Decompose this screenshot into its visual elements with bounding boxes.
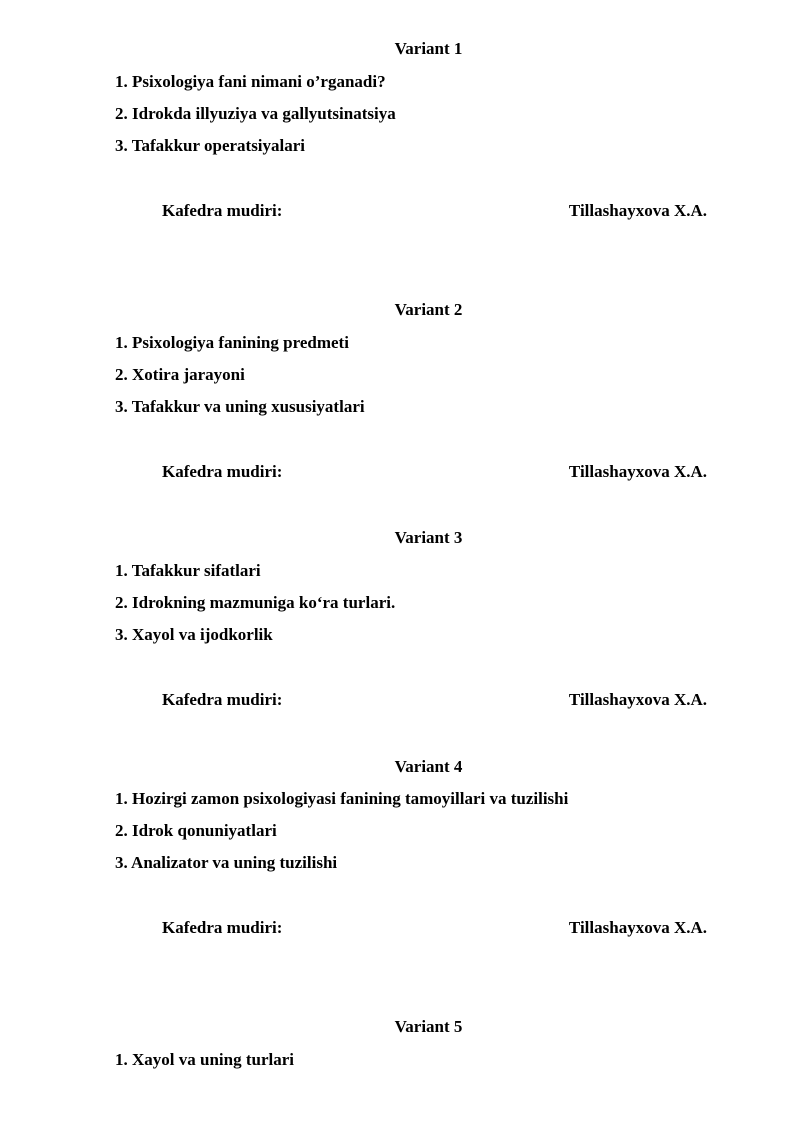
variant-title: Variant 5: [394, 1017, 463, 1036]
question-item: 1. Tafakkur sifatlari: [115, 561, 261, 580]
signature-label: Kafedra mudiri:: [162, 462, 283, 481]
signature-name: Tillashayxova X.A.: [568, 690, 707, 709]
signature-label: Kafedra mudiri:: [162, 918, 283, 937]
variant-title: Variant 4: [394, 757, 463, 776]
question-item: 3. Xayol va ijodkorlik: [115, 625, 273, 644]
question-item: 3. Tafakkur va uning xususiyatlari: [115, 397, 365, 416]
question-item: 1. Psixologiya fanining predmeti: [115, 333, 349, 352]
question-item: 1. Xayol va uning turlari: [115, 1050, 294, 1069]
question-item: 2. Xotira jarayoni: [115, 365, 245, 384]
question-item: 3. Tafakkur operatsiyalari: [115, 136, 306, 155]
signature-label: Kafedra mudiri:: [162, 201, 283, 220]
signature-label: Kafedra mudiri:: [162, 690, 283, 709]
signature-name: Tillashayxova X.A.: [568, 201, 707, 220]
signature-name: Tillashayxova X.A.: [568, 462, 707, 481]
variant-title: Variant 3: [394, 528, 463, 547]
question-item: 1. Hozirgi zamon psixologiyasi fanining tamoyillari va tuzilishi: [115, 789, 569, 808]
question-item: 1. Psixologiya fani nimani o’rganadi?: [115, 72, 386, 91]
variant-title: Variant 1: [394, 39, 463, 58]
question-item: 2. Idrok qonuniyatlari: [115, 821, 277, 840]
variant-title: Variant 2: [394, 300, 463, 319]
signature-name: Tillashayxova X.A.: [568, 918, 707, 937]
question-item: 3. Analizator va uning tuzilishi: [115, 853, 338, 872]
question-item: 2. Idrokda illyuziya va gallyutsinatsiya: [115, 104, 396, 123]
question-item: 2. Idrokning mazmuniga ko‘ra turlari.: [115, 593, 396, 612]
